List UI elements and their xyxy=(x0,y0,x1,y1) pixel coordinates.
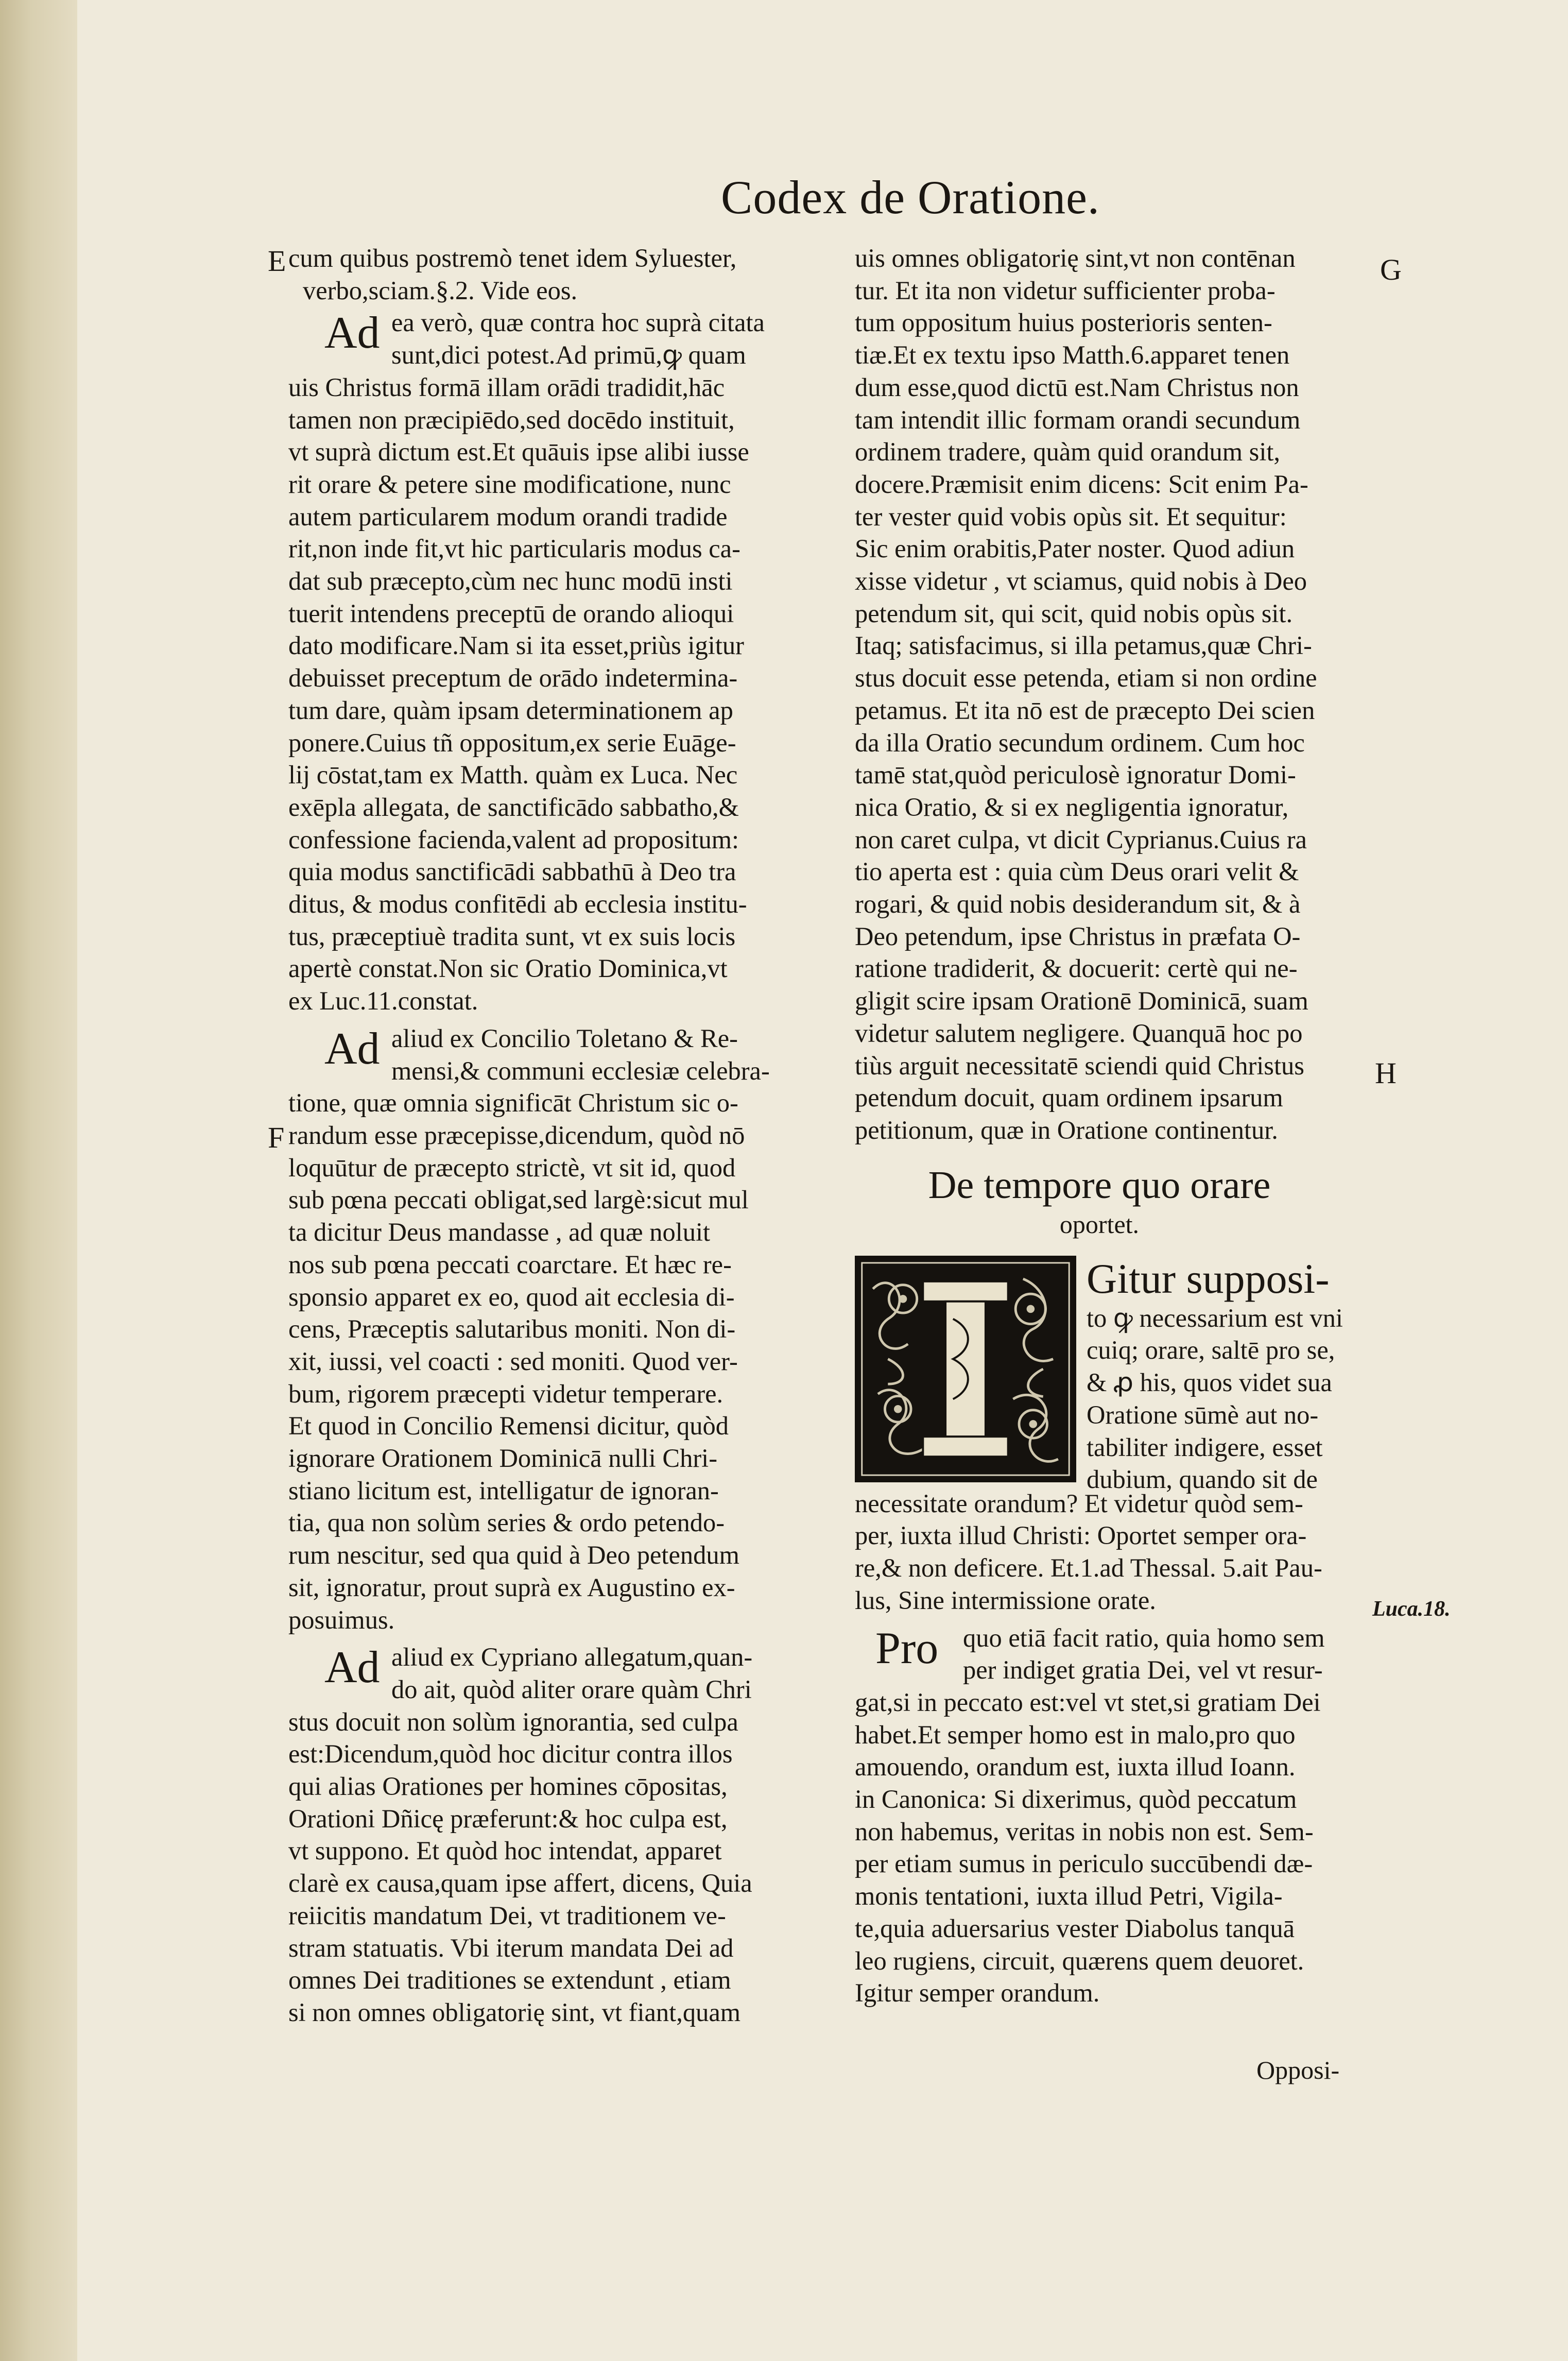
paragraph-ad-1 xyxy=(288,306,778,1017)
siglum-f: F xyxy=(268,1121,285,1154)
text-line: xit, iussi, vel coacti : sed moniti. Quod ver- xyxy=(288,1346,738,1376)
text-line: tio aperta est : quia cùm Deus orari velit & xyxy=(855,857,1299,886)
text-line: tiæ.Et ex textu ipso Matth.6.apparet tenen xyxy=(855,340,1290,370)
text-line: randum esse præcepisse,dicendum, quòd nō xyxy=(288,1120,745,1150)
text-line: cuiq; orare, saltē pro se, xyxy=(1087,1336,1335,1365)
text-line: bum, rigorem præcepti videtur temperare. xyxy=(288,1379,723,1408)
text-line: gat,si in peccato est:vel vt stet,si gratiam Dei xyxy=(855,1687,1321,1717)
text-line: xisse videtur , vt sciamus, quid nobis à Deo xyxy=(855,567,1307,596)
text-line: ignorare Orationem Dominicā nulli Chri- xyxy=(288,1444,718,1473)
text-line: uis omnes obligatorię sint,vt non contēnan xyxy=(855,244,1296,272)
text-line: reiicitis mandatum Dei, vt traditionem ve- xyxy=(288,1901,726,1930)
initial-text xyxy=(1087,1256,1344,1496)
text-line: si non omnes obligatorię sint, vt fiant,quam xyxy=(288,1997,741,2027)
text-line: & ꝓ his, quos videt sua xyxy=(1087,1368,1332,1397)
text-line: debuisset preceptum de orādo indetermina- xyxy=(288,663,738,693)
text-line: clarè ex causa,quam ipse affert, dicens, Quia xyxy=(288,1869,752,1898)
text-line: tum dare, quàm ipsam determinationem ap xyxy=(288,695,733,725)
text-line: petamus. Et ita nō est de præcepto Dei scien xyxy=(855,695,1315,725)
text-line: tabiliter indigere, esset xyxy=(1087,1432,1323,1462)
paragraph-pro xyxy=(855,1622,1344,2009)
text-line: lij cōstat,tam ex Matth. quàm ex Luca. Nec xyxy=(288,760,738,790)
text-line: omnes Dei traditiones se extendunt , etiam xyxy=(288,1965,731,1995)
text-line: nos sub pœna peccati coarctare. Et hæc re- xyxy=(288,1250,732,1279)
text-line: rit orare & petere sine modificatione, nunc xyxy=(288,469,731,499)
paragraph-ad-2 xyxy=(288,1022,778,1636)
text-line: ratione tradiderit, & docuerit: certè qui ne- xyxy=(855,954,1298,983)
initial-block xyxy=(855,1255,1344,1494)
text-line: Sic enim orabitis,Pater noster. Quod adiun xyxy=(855,534,1295,563)
paragraph-opening-word: Ad xyxy=(324,1643,380,1693)
right-continuation xyxy=(855,242,1344,1147)
text-line: lus, Sine intermissione orate. xyxy=(855,1585,1156,1615)
text-line: tamen non præcipiēdo,sed docēdo instituit, xyxy=(288,405,735,434)
text-line: apertè constat.Non sic Oratio Dominica,vt xyxy=(288,954,728,983)
siglum-g: G xyxy=(1380,253,1402,286)
text-line: tur. Et ita non videtur sufficienter proba- xyxy=(855,276,1276,305)
text-line: exēpla allegata, de sanctificādo sabbatho,& xyxy=(288,792,739,822)
left-column xyxy=(288,242,778,2029)
text-line: tum oppositum huius posterioris senten- xyxy=(855,308,1272,337)
section-title: De tempore quo orare xyxy=(928,1163,1271,1207)
text-line: ditus, & modus confitēdi ab ecclesia institu- xyxy=(288,889,747,919)
text-line: tuerit intendens preceptū de orando alioqui xyxy=(288,598,734,628)
text-line: petendum sit, qui scit, quid nobis opùs sit. xyxy=(855,598,1293,628)
text-line: tus, præceptiuè tradita sunt, vt ex suis locis xyxy=(288,921,736,951)
text-line: loquūtur de præcepto strictè, vt sit id, quod xyxy=(288,1153,736,1182)
decorated-initial-art xyxy=(858,1259,1073,1479)
text-line: Gitur supposi- xyxy=(1087,1255,1330,1302)
text-line: ea verò, quæ contra hoc suprà citata xyxy=(391,308,765,337)
text-line: stus docuit esse petenda, etiam si non ordine xyxy=(855,663,1317,693)
text-line: tiùs arguit necessitatē sciendi quid Christus xyxy=(855,1051,1304,1080)
text-line: dubium, quando sit de xyxy=(1087,1465,1318,1494)
text-line: Deo petendum, ipse Christus in præfata O- xyxy=(855,921,1301,951)
catchword: Opposi- xyxy=(1256,2056,1340,2084)
text-line: verbo,sciam.§.2. Vide eos. xyxy=(303,276,578,305)
margin-note-luca: Luca.18. xyxy=(1372,1597,1451,1621)
text-line: sub pœna peccati obligat,sed largè:sicut mul xyxy=(288,1185,749,1214)
text-line: qui alias Orationes per homines cōpositas, xyxy=(288,1772,728,1801)
siglum-h: H xyxy=(1375,1056,1397,1090)
text-line: tione, quæ omnia significāt Christum sic o- xyxy=(288,1088,738,1118)
text-line: Itaq; satisfacimus, si illa petamus,quæ Chri- xyxy=(855,631,1312,660)
text-line: leo rugiens, circuit, quærens quem deuoret. xyxy=(855,1946,1304,1975)
text-line: sit, ignoratur, prout suprà ex Augustino ex- xyxy=(288,1572,735,1602)
text-line: amouendo, orandum est, iuxta illud Ioann. xyxy=(855,1752,1296,1782)
paragraph-opening-word: Ad xyxy=(324,308,380,358)
text-line: videtur salutem negligere. Quanquā hoc po xyxy=(855,1018,1303,1048)
text-line: Orationi Dñicę præferunt:& hoc culpa est, xyxy=(288,1804,728,1833)
text-line: ponere.Cuius tñ oppositum,ex serie Euāge- xyxy=(288,728,736,757)
text-line: per, iuxta illud Christi: Oportet semper ora- xyxy=(855,1521,1307,1550)
paragraph-opening-word: Pro xyxy=(875,1623,939,1673)
text-line: in Canonica: Si dixerimus, quòd peccatum xyxy=(855,1785,1297,1814)
text-line: te,quia aduersarius vester Diabolus tanquā xyxy=(855,1913,1295,1943)
text-line: tamē stat,quòd periculosè ignoratur Domi- xyxy=(855,760,1296,790)
text-line: petendum docuit, quam ordinem ipsarum xyxy=(855,1083,1283,1113)
text-line: non habemus, veritas in nobis non est. Sem- xyxy=(855,1817,1314,1846)
text-line: dat sub præcepto,cùm nec hunc modū insti xyxy=(288,567,733,596)
section-subtitle: oportet. xyxy=(1059,1209,1140,1239)
text-line: ta dicitur Deus mandasse , ad quæ noluit xyxy=(288,1218,711,1247)
text-line: aliud ex Cypriano allegatum,quan- xyxy=(391,1643,753,1672)
text-line: necessitate orandum? Et videtur quòd sem- xyxy=(855,1489,1303,1518)
text-line: rogari, & quid nobis desiderandum sit, & à xyxy=(855,889,1301,919)
text-line: docere.Præmisit enim dicens: Scit enim Pa- xyxy=(855,469,1308,499)
left-intro xyxy=(288,242,778,306)
text-line: posuimus. xyxy=(288,1605,395,1634)
text-line: mensi,& communi ecclesiæ celebra- xyxy=(391,1056,770,1085)
text-line: est:Dicendum,quòd hoc dicitur contra illos xyxy=(288,1739,733,1769)
text-line: ter vester quid vobis opùs sit. Et sequitur: xyxy=(855,502,1287,531)
text-line: per etiam sumus in periculo succūbendi dæ- xyxy=(855,1849,1313,1878)
paragraph-opening-word: Ad xyxy=(324,1023,380,1074)
text-line: cum quibus postremò tenet idem Syluester, xyxy=(288,244,737,272)
text-line: rum nescitur, sed qua quid à Deo petendum xyxy=(288,1541,739,1570)
text-line: sponsio apparet ex eo, quod ait ecclesia di- xyxy=(288,1282,735,1311)
text-line: dato modificare.Nam si ita esset,priùs igitur xyxy=(288,631,744,660)
text-line: uis Christus formā illam orādi tradidit,hāc xyxy=(288,372,725,402)
text-line: vt suprà dictum est.Et quāuis ipse alibi iusse xyxy=(288,437,749,467)
text-line: quo etiā facit ratio, quia homo sem xyxy=(963,1623,1325,1652)
text-line: petitionum, quæ in Oratione continentur. xyxy=(855,1115,1278,1144)
text-line: cens, Præceptis salutaribus moniti. Non di- xyxy=(288,1314,736,1344)
text-line: dum esse,quod dictū est.Nam Christus non xyxy=(855,372,1299,402)
text-line: ex Luc.11.constat. xyxy=(288,986,478,1016)
after-initial xyxy=(855,1487,1344,1617)
text-line: rit,non inde fit,vt hic particularis modus ca- xyxy=(288,534,740,563)
text-line: nica Oratio, & si ex negligentia ignoratur, xyxy=(855,792,1289,822)
text-line: ordinem tradere, quàm quid orandum sit, xyxy=(855,437,1281,467)
text-line: Et quod in Concilio Remensi dicitur, quòd xyxy=(288,1411,729,1441)
text-line: stus docuit non solùm ignorantia, sed culpa xyxy=(288,1707,738,1736)
text-line: tam intendit illic formam orandi secundum xyxy=(855,405,1301,434)
text-line: vt suppono. Et quòd hoc intendat, apparet xyxy=(288,1836,722,1866)
text-line: habet.Et semper homo est in malo,pro quo xyxy=(855,1720,1296,1749)
text-line: re,& non deficere. Et.1.ad Thessal. 5.ait Pau- xyxy=(855,1553,1322,1583)
text-line: stram statuatis. Vbi iterum mandata Dei ad xyxy=(288,1933,734,1962)
text-line: Igitur semper orandum. xyxy=(855,1978,1100,2008)
text-line: autem particularem modum orandi tradide xyxy=(288,502,728,531)
text-line: quia modus sanctificādi sabbathū à Deo tra xyxy=(288,857,736,886)
text-line: confessione facienda,valent ad propositum: xyxy=(288,825,739,854)
text-line: tia, qua non solùm series & ordo petendo- xyxy=(288,1508,725,1537)
text-line: stiano licitum est, intelligatur de ignoran- xyxy=(288,1476,719,1505)
text-line: monis tentationi, iuxta illud Petri, Vigila- xyxy=(855,1881,1283,1911)
text-line: da illa Oratio secundum ordinem. Cum hoc xyxy=(855,728,1305,757)
text-line: gligit scire ipsam Orationē Dominicā, suam xyxy=(855,986,1308,1016)
running-head: Codex de Oratione. xyxy=(721,171,1100,224)
paragraph-ad-3 xyxy=(288,1641,778,2028)
text-line: non caret culpa, vt dicit Cyprianus.Cuius ra xyxy=(855,825,1307,854)
text-line: per indiget gratia Dei, vel vt resur- xyxy=(963,1655,1323,1685)
decorated-initial-i xyxy=(855,1256,1076,1482)
book-binding-edge xyxy=(0,0,77,2361)
text-line: to ꝙ necessarium est vni xyxy=(1087,1303,1343,1332)
siglum-e: E xyxy=(268,244,286,278)
text-line: Oratione sūmè aut no- xyxy=(1087,1400,1319,1429)
text-line: sunt,dici potest.Ad primū,ꝙ quam xyxy=(391,340,746,370)
text-line: aliud ex Concilio Toletano & Re- xyxy=(391,1023,738,1053)
right-column xyxy=(855,242,1344,2009)
text-line: do ait, quòd aliter orare quàm Chri xyxy=(391,1674,752,1704)
